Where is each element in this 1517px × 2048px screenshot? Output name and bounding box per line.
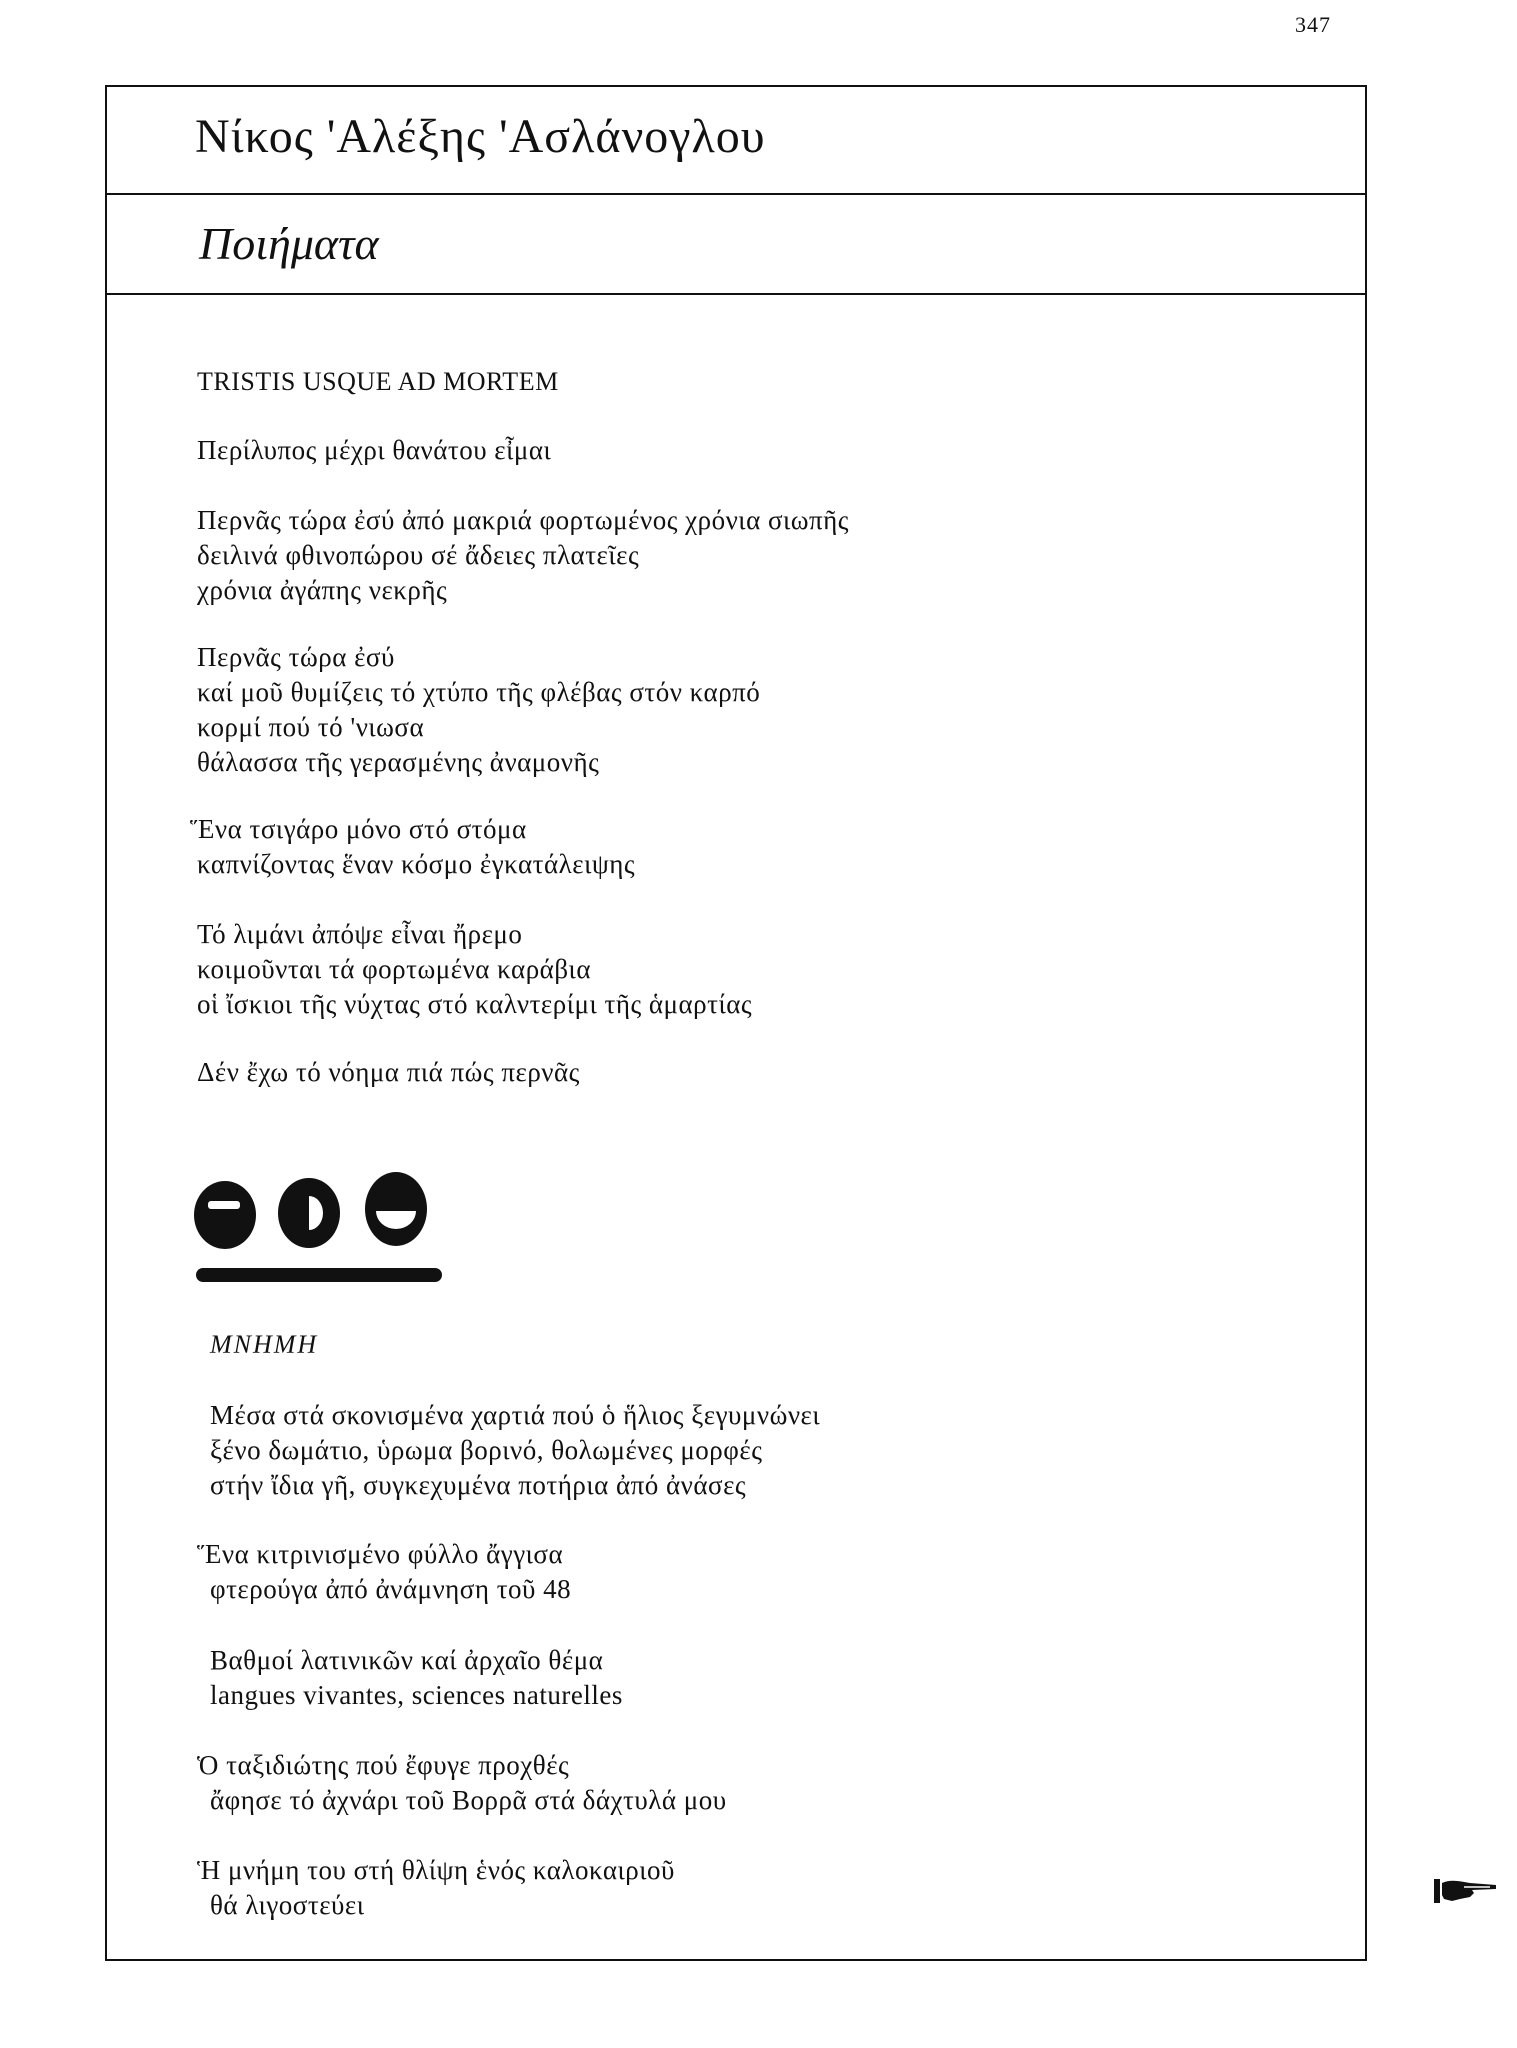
pointing-hand-icon [1430,1875,1500,1905]
poem-line: Δέν ἔχω τό νόημα πιά πώς περνᾶς [197,1057,580,1087]
poem-line: Περνᾶς τώρα ἐσύ [197,642,395,672]
author-box [107,87,1365,195]
poem-line: Μέσα στά σκονισμένα χαρτιά πού ὁ ἥλιος ξεγυμνώνει [210,1400,821,1430]
poem-line: δειλινά φθινοπώρου σέ ἄδειες πλατεῖες [197,540,640,570]
poem-line: κορμί πού τό 'νιωσα [197,712,425,742]
section-box [107,195,1365,295]
stanza-2-1 [210,1398,820,1503]
poem-line: χρόνια ἀγάπης νεκρῆς [197,575,448,605]
poem-title-1: TRISTIS USQUE AD MORTEM [197,367,559,396]
poem-line: θάλασσα τῆς γερασμένης ἀναμονῆς [197,747,600,777]
stanza-1-6 [197,1055,580,1090]
poem-line: Τό λιμάνι ἀπόψε εἶναι ἤρεμο [197,919,523,949]
poem-line: Περίλυπος μέχρι θανάτου εἶμαι [197,435,552,465]
stanza-2-5 [197,1853,675,1923]
page-number: 347 [1295,12,1331,37]
poem-line: ἄφησε τό ἀχνάρι τοῦ Βορρᾶ στά δάχτυλά μου [210,1785,727,1815]
poem-line: κοιμοῦνται τά φορτωμένα καράβια [197,954,591,984]
poem-line: φτερούγα ἀπό ἀνάμνηση τοῦ 48 [210,1574,572,1604]
stanza-1-2 [197,503,849,608]
stanza-2-4 [197,1748,727,1818]
poem-line: Βαθμοί λατινικῶν καί ἀρχαῖο θέμα [210,1645,604,1675]
poem-line: οἱ ἴσκιοι τῆς νύχτας στό καλντερίμι τῆς ἁμαρτίας [197,989,753,1019]
section-title: Ποιήματα [199,218,379,269]
stanza-1-4 [190,812,635,882]
poem-line: Ἕνα τσιγάρο μόνο στό στόμα [190,814,527,844]
poem-line: Περνᾶς τώρα ἐσύ ἀπό μακριά φορτωμένος χρόνια σιωπῆς [197,505,849,535]
stanza-1-3 [197,640,760,780]
poem-line: Ἕνα κιτρινισμένο φύλλο ἄγγισα [197,1539,564,1569]
poem-line: langues vivantes, sciences naturelles [210,1680,623,1710]
stanza-2-3 [210,1643,623,1713]
stanza-1-5 [197,917,752,1022]
three-circles-ornament [190,1165,450,1285]
poem-title-2: ΜΝΗΜΗ [210,1330,319,1359]
author-name: Νίκος 'Αλέξης 'Ασλάνογλου [195,110,766,163]
stanza-2-2 [197,1537,571,1607]
stanza-1-1 [197,433,551,468]
poem-line: καπνίζοντας ἕναν κόσμο ἐγκατάλειψης [197,849,636,879]
poem-line: στήν ἴδια γῆ, συγκεχυμένα ποτήρια ἀπό ἀνάσες [210,1470,747,1500]
poem-line: θά λιγοστεύει [210,1890,365,1920]
poem-line: Ἡ μνήμη του στή θλίψη ἑνός καλοκαιριοῦ [197,1855,675,1885]
poem-line: Ὁ ταξιδιώτης πού ἔφυγε προχθές [197,1750,570,1780]
poem-line: καί μοῦ θυμίζεις τό χτύπο τῆς φλέβας στόν καρπό [197,677,761,707]
poem-line: ξένο δωμάτιο, ὑρωμα βορινό, θολωμένες μορφές [210,1435,763,1465]
